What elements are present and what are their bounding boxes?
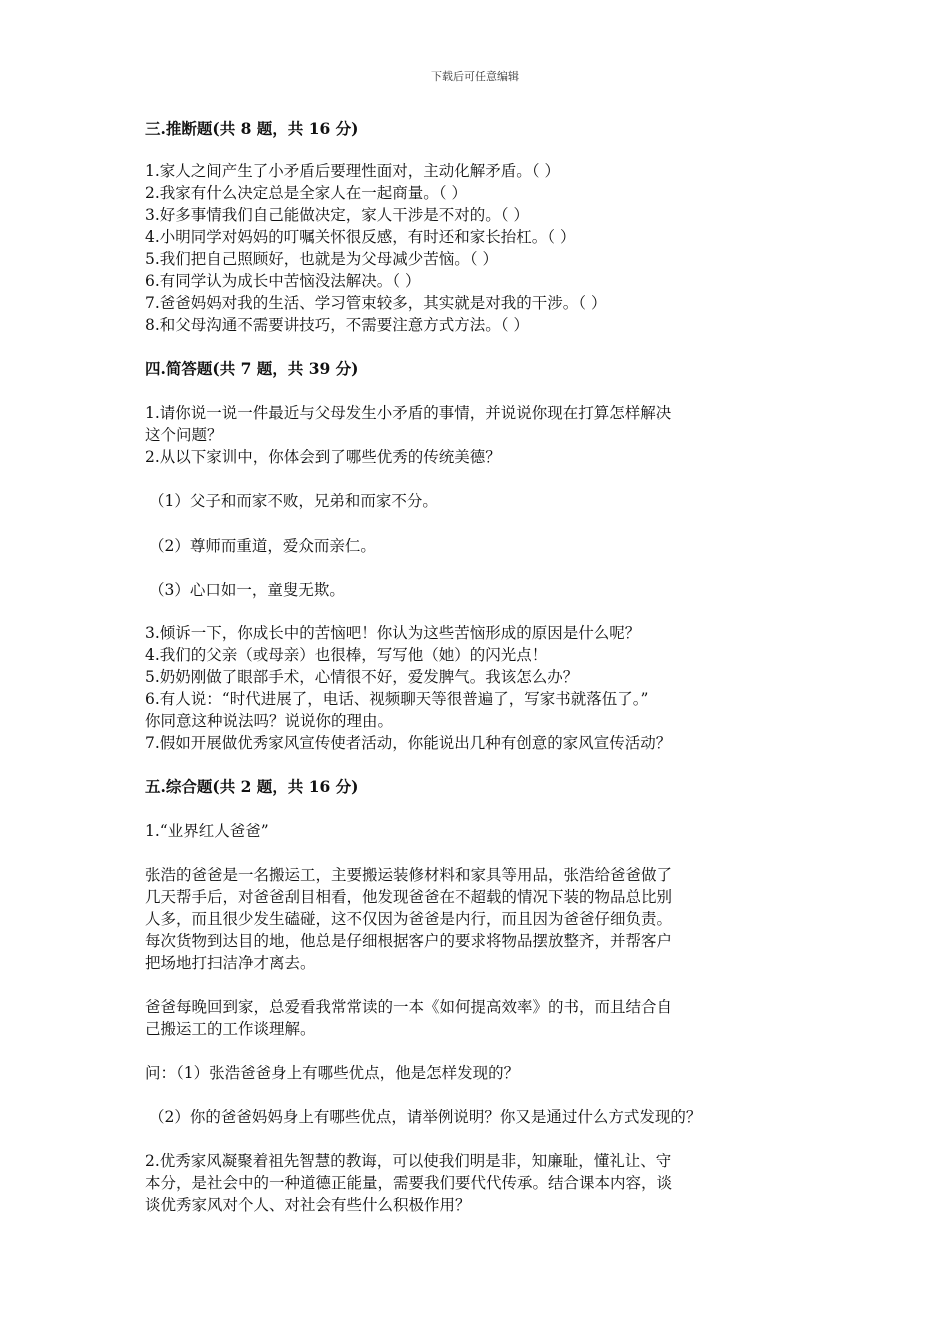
s5-ask1: 问：（1）张浩爸爸身上有哪些优点，他是怎样发现的？ (145, 1064, 520, 1082)
s4-q2: 2.从以下家训中，你体会到了哪些优秀的传统美德？ (145, 448, 501, 466)
s5-para2-line1: 爸爸每晚回到家，总爱看我常常读的一本《如何提高效率》的书，而且结合自 (145, 998, 673, 1016)
s3-item-3: 3.好多事情我们自己能做决定，家人干涉是不对的。（ ） (145, 206, 529, 224)
s5-q2-line1: 2.优秀家风凝聚着祖先智慧的教诲，可以使我们明是非，知廉耻，懂礼让、守 (145, 1152, 672, 1170)
s4-q3: 3.倾诉一下，你成长中的苦恼吧！你认为这些苦恼形成的原因是什么呢？ (145, 624, 641, 642)
s3-item-1: 1.家人之间产生了小矛盾后要理性面对，主动化解矛盾。（ ） (145, 162, 560, 180)
s4-q4: 4.我们的父亲（或母亲）也很棒，写写他（她）的闪光点！ (145, 646, 548, 664)
section-5-title: 五.综合题(共 2 题，共 16 分) (145, 777, 359, 796)
s4-q2-sub1: （1）父子和而家不败，兄弟和而家不分。 (149, 492, 438, 510)
s5-q2-line3: 谈优秀家风对个人、对社会有些什么积极作用？ (145, 1196, 471, 1214)
s4-q7: 7.假如开展做优秀家风宣传使者活动，你能说出几种有创意的家风宣传活动？ (145, 734, 672, 752)
s5-para1-line4: 每次货物到达目的地，他总是仔细根据客户的要求将物品摆放整齐，并帮客户 (145, 932, 673, 950)
section-3-title: 三.推断题(共 8 题，共 16 分) (145, 119, 359, 138)
s4-q1-line1: 1.请你说一说一件最近与父母发生小矛盾的事情，并说说你现在打算怎样解决 (145, 404, 672, 422)
s4-q6-line2: 你同意这种说法吗？说说你的理由。 (145, 712, 394, 730)
s3-item-4: 4.小明同学对妈妈的叮嘱关怀很反感，有时还和家长抬杠。（ ） (145, 228, 576, 246)
s5-para1-line3: 人多，而且很少发生磕碰，这不仅因为爸爸是内行，而且因为爸爸仔细负责。 (145, 910, 673, 928)
s5-para1-line1: 张浩的爸爸是一名搬运工，主要搬运装修材料和家具等用品，张浩给爸爸做了 (145, 866, 673, 884)
s4-q2-sub2: （2）尊师而重道，爱众而亲仁。 (149, 537, 376, 555)
s3-item-2: 2.我家有什么决定总是全家人在一起商量。（ ） (145, 184, 467, 202)
page-header-note: 下载后可任意编辑 (431, 70, 519, 83)
s4-q5: 5.奶奶刚做了眼部手术，心情很不好，爱发脾气。我该怎么办？ (145, 668, 579, 686)
s4-q2-sub3: （3）心口如一，童叟无欺。 (149, 581, 345, 599)
s3-item-7: 7.爸爸妈妈对我的生活、学习管束较多，其实就是对我的干涉。（ ） (145, 294, 607, 312)
s4-q1-line2: 这个问题？ (145, 426, 223, 444)
s5-q1-title: 1.“业界红人爸爸” (145, 822, 269, 840)
s5-ask2: （2）你的爸爸妈妈身上有哪些优点，请举例说明？你又是通过什么方式发现的？ (149, 1108, 702, 1126)
s5-para1-line5: 把场地打扫洁净才离去。 (145, 954, 316, 972)
s3-item-6: 6.有同学认为成长中苦恼没法解决。（ ） (145, 272, 421, 290)
s4-q6-line1: 6.有人说：“时代进展了，电话、视频聊天等很普遍了，写家书就落伍了。” (145, 690, 649, 708)
s5-para1-line2: 几天帮手后，对爸爸刮目相看，他发现爸爸在不超载的情况下装的物品总比别 (145, 888, 673, 906)
s5-para2-line2: 己搬运工的工作谈理解。 (145, 1020, 316, 1038)
s3-item-8: 8.和父母沟通不需要讲技巧，不需要注意方式方法。（ ） (145, 316, 529, 334)
s5-q2-line2: 本分，是社会中的一种道德正能量，需要我们要代代传承。结合课本内容，谈 (145, 1174, 673, 1192)
s3-item-5: 5.我们把自己照顾好，也就是为父母减少苦恼。（ ） (145, 250, 498, 268)
section-4-title: 四.简答题(共 7 题，共 39 分) (145, 359, 359, 378)
